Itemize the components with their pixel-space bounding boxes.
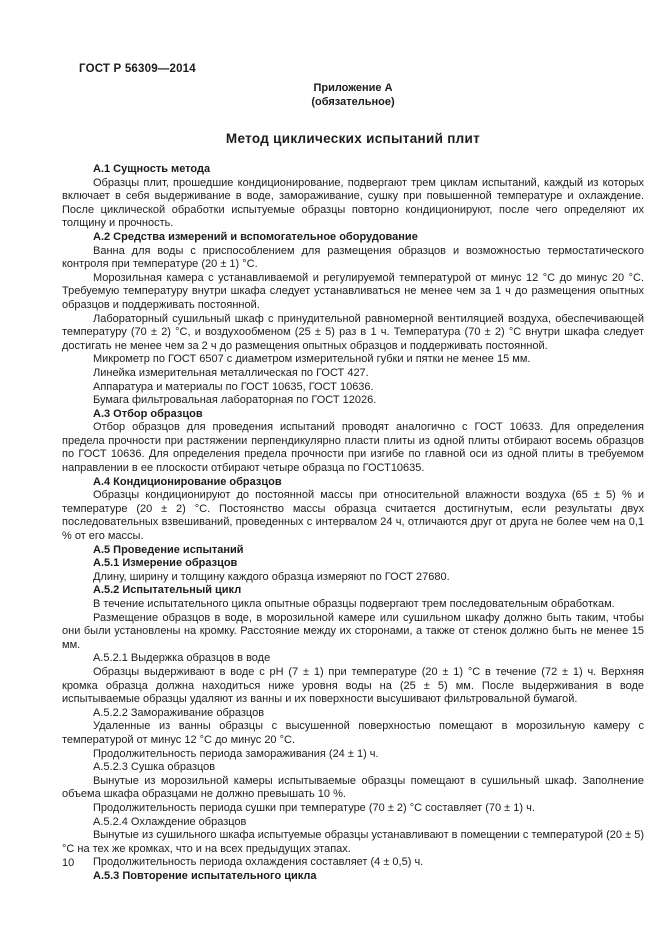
- section-heading: А.1 Сущность метода: [93, 163, 211, 175]
- subsection-heading: А.5.2.3 Сушка образцов: [93, 761, 216, 774]
- paragraph: Размещение образцов в воде, в морозильной камере или сушильном шкафу должно быть таким, чтобы они были установлены на кромку. Расстояние между их сторонами, а также от стенок должно быть не менее 15 мм.: [62, 611, 644, 651]
- appendix-heading: Приложение А: [313, 82, 393, 94]
- appendix-block: [62, 82, 644, 109]
- paragraph: Вынутые из морозильной камеры испытываемые образцы помещают в сушильный шкаф. Заполнение объема шкафа образцами не должно превышать 10 %.: [62, 774, 644, 801]
- section-heading: А.2 Средства измерений и вспомогательное оборудование: [93, 230, 418, 243]
- section-heading: А.5.1 Измерение образцов: [93, 557, 238, 570]
- paragraph: Продолжительность периода сушки при температуре (70 ± 2) °С составляет (70 ± 1) ч.: [93, 801, 535, 814]
- section-heading: А.5.2 Испытательный цикл: [93, 584, 242, 597]
- paragraph: Аппаратура и материалы по ГОСТ 10635, ГОСТ 10636.: [93, 380, 374, 393]
- page-number: 10: [62, 857, 75, 869]
- paragraph: Линейка измерительная металлическая по ГОСТ 427.: [93, 366, 369, 379]
- paragraph: Ванна для воды с приспособлением для размещения образцов и возможностью термостатического контроля при температуре (20 ± 1) °С.: [62, 244, 644, 271]
- paragraph: Образцы кондиционируют до постоянной массы при относительной влажности воздуха (65 ± 5) % и температуре (20 ± 2) °С. Постоянство массы образца считается достигнутым, если результаты двух последовательных взвешиваний, проведенных с интервалом 24 ч, отличаются друг от друга не более чем на 0,1 % от его массы.: [62, 489, 644, 543]
- document-code: ГОСТ Р 56309—2014: [79, 63, 196, 75]
- paragraph: Микрометр по ГОСТ 6507 с диаметром измерительной губки и пятки не менее 15 мм.: [93, 353, 531, 366]
- paragraph: Продолжительность периода охлаждения составляет (4 ± 0,5) ч.: [93, 856, 424, 869]
- section-heading: А.4 Кондиционирование образцов: [93, 475, 282, 488]
- section-heading: А.5.3 Повторение испытательного цикла: [93, 869, 317, 882]
- paragraph: Вынутые из сушильного шкафа испытуемые образцы устанавливают в помещении с температурой (20 ± 5) °С на тех же кромках, что и на всех предыдущих этапах.: [62, 829, 644, 855]
- paragraph: Образцы выдерживают в воде с рН (7 ± 1) при температуре (20 ± 1) °С в течение (72 ± 1) ч. Верхняя кромка образца должна находиться ниже уровня воды на (25 ± 5) мм. После выдерживания в воде испытываемые образцы удаляют из ванны и их поверхности высушивают фильтровальной бумагой.: [62, 665, 644, 706]
- section-heading: А.5 Проведение испытаний: [93, 543, 244, 556]
- paragraph: Бумага фильтровальная лабораторная по ГОСТ 12026.: [93, 394, 377, 407]
- paragraph: Продолжительность периода замораживания (24 ± 1) ч.: [93, 747, 379, 760]
- appendix-qualifier: (обязательное): [311, 95, 395, 108]
- document-title: Метод циклических испытаний плит: [225, 131, 481, 146]
- paragraph: Образцы плит, прошедшие кондиционирование, подвергают трем циклам испытаний, каждый из которых включает в себя выдерживание в воде, замораживание, сушку при повышенной температуре и охлаждение. После циклической обработки испытуемые образцы повторно кондиционируют, после чего определяют их толщину и прочность.: [62, 176, 644, 230]
- subsection-heading: А.5.2.2 Замораживание образцов: [93, 706, 265, 719]
- document-body: [62, 163, 644, 883]
- paragraph: Отбор образцов для проведения испытаний проводят аналогично с ГОСТ 10633. Для определения предела прочности при растяжении перпендикулярно пласти плиты из одной плиты отбирают восемь образцов по ГОСТ 10636. Для определения предела прочности при изгибе по главной оси из одной плиты в требуемом направлении в ее плоскости отбирают четыре образца по ГОСТ10635.: [62, 421, 644, 475]
- paragraph: Лабораторный сушильный шкаф с принудительной равномерной вентиляцией воздуха, обеспечивающей температуру (70 ± 2) °С, и воздухообменом (25 ± 5) раз в 1 ч. Температура (70 ± 2) °С внутри шкафа следует достигать не менее чем за 2 ч до размещения опытных образцов и поддерживать постоянной.: [62, 312, 644, 352]
- paragraph: Морозильная камера с устанавливаемой и регулируемой температурой от минус 12 °С до минус 20 °С. Требуемую температуру внутри шкафа следует устанавливаться не менее чем за 1 ч до размещения опытных образцов и поддерживать постоянной.: [62, 271, 644, 311]
- subsection-heading: А.5.2.4 Охлаждение образцов: [93, 815, 247, 828]
- subsection-heading: А.5.2.1 Выдержка образцов в воде: [93, 652, 271, 665]
- paragraph: В течение испытательного цикла опытные образцы подвергают трем последовательным обработкам.: [93, 598, 615, 610]
- paragraph: Удаленные из ванны образцы с высушенной поверхностью помещают в морозильную камеру с температурой от минус 12 °С до минус 20 °С.: [62, 720, 644, 746]
- paragraph: Длину, ширину и толщину каждого образца измеряют по ГОСТ 27680.: [93, 570, 450, 583]
- section-heading: А.3 Отбор образцов: [93, 407, 203, 420]
